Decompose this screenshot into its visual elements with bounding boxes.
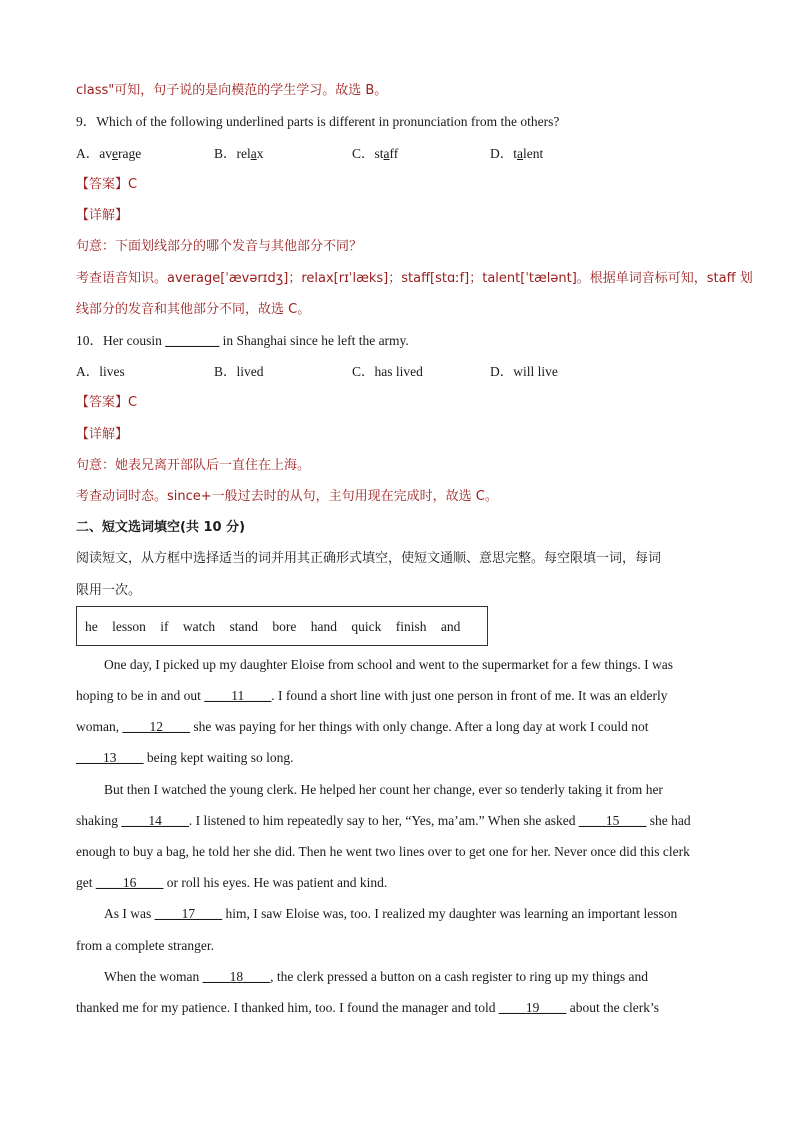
q9-answer: 【答案】C [76,177,138,192]
blank-18: ____18____ [202,969,271,984]
blank-12: ____12____ [122,719,190,734]
passage-p2-line4: get ____16____ or roll his eyes. He was patient and kind. [76,875,388,890]
q9-meaning: 句意：下面划线部分的哪个发音与其他部分不同？ [76,239,363,254]
word-bank [85,619,471,635]
q10-answer: 【答案】C [76,395,138,410]
passage-p1-line4: ____13____ being kept waiting so long. [76,750,294,765]
word-bank-item: lesson [112,619,146,634]
passage-p3-line1: As I was ____17____ him, I saw Eloise was, too. I realized my daughter was learning an important lesson [104,906,678,921]
blank-11: ____11____ [204,688,272,703]
passage-p1-line3: woman, ____12____ she was paying for her things with only change. After a long day at work I could not [76,719,649,734]
passage-p4-line1: When the woman ____18____, the clerk pressed a button on a cash register to ring up my things and [104,969,649,984]
section-instruction-line2: 限用一次。 [76,583,142,598]
q10-explanation: 考查动词时态。since+一般过去时的从句，主句用现在完成时，故选 C。 [76,489,498,504]
q9-option-c: C．staff [352,146,399,161]
q8-explanation-tail: class"可知，句子说的是向模范的学生学习。故选 B。 [76,83,388,98]
section-instruction-line1: 阅读短文，从方框中选择适当的词并用其正确形式填空，使短文通顺、意思完整。每空限填一词，每词 [76,551,662,566]
blank-17: ____17____ [154,906,223,921]
q9-explanation-line2: 线部分的发音和其他部分不同，故选 C。 [76,302,311,317]
q9-option-d: D．talent [490,146,544,161]
word-bank-item: stand [229,619,258,634]
word-bank-item: quick [351,619,382,634]
q9-options [76,145,716,163]
blank-19: ____19____ [498,1000,567,1015]
q10-option-c: C．has lived [352,364,423,379]
q10-option-a: A．lives [76,364,125,379]
word-bank-item: if [160,619,169,634]
q9-option-b: B．relax [214,146,264,161]
q10-stem: 10．Her cousin ________ in Shanghai since he left the army. [76,333,409,348]
q10-option-b: B．lived [214,364,264,379]
word-bank-item: bore [272,619,297,634]
word-bank-item: finish [395,619,427,634]
passage-p1-line2: hoping to be in and out ____11____. I found a short line with just one person in front of me. It was an elderly [76,688,668,703]
section-title: 二、短文选词填空(共 10 分) [76,520,246,535]
q9-stem: 9．Which of the following underlined parts is different in pronunciation from the others? [76,114,560,129]
passage-p2-line1: But then I watched the young clerk. He helped her count her change, ever so tenderly taking it from her [104,782,663,797]
q9-detail-label: 【详解】 [76,208,129,223]
blank-13: ____13____ [76,750,144,765]
blank-15: ____15____ [578,813,647,828]
passage-p2-line2: shaking ____14____. I listened to him repeatedly say to her, “Yes, ma’am.” When she asked ____15____ she had [76,813,691,828]
passage-p4-line2: thanked me for my patience. I thanked him, too. I found the manager and told ____19____ about the clerk’s [76,1000,659,1015]
word-bank-item: watch [182,619,216,634]
q9-option-a: A．average [76,146,142,161]
q10-options [76,363,716,381]
word-bank-item: and [440,619,461,634]
blank-14: ____14____ [121,813,189,828]
q9-explanation-line1: 考查语音知识。average[ˈævərɪdʒ]；relax[rɪˈlæks]；staff[stɑːf]；talent[ˈtælənt]。根据单词音标可知，staff 划 [76,271,753,286]
word-bank-item: he [85,619,98,634]
q10-meaning: 句意：她表兄离开部队后一直住在上海。 [76,458,311,473]
passage-p2-line3: enough to buy a bag, he told her she did. Then he went two lines over to get one for her. Never once did this clerk [76,844,690,859]
blank-16: ____16____ [95,875,164,890]
passage-p3-line2: from a complete stranger. [76,938,214,953]
q10-option-d: D．will live [490,364,558,379]
q10-detail-label: 【详解】 [76,427,129,442]
word-bank-box [76,606,488,646]
passage-p1-line1: One day, I picked up my daughter Eloise from school and went to the supermarket for a few things. I was [104,657,673,672]
word-bank-item: hand [310,619,337,634]
